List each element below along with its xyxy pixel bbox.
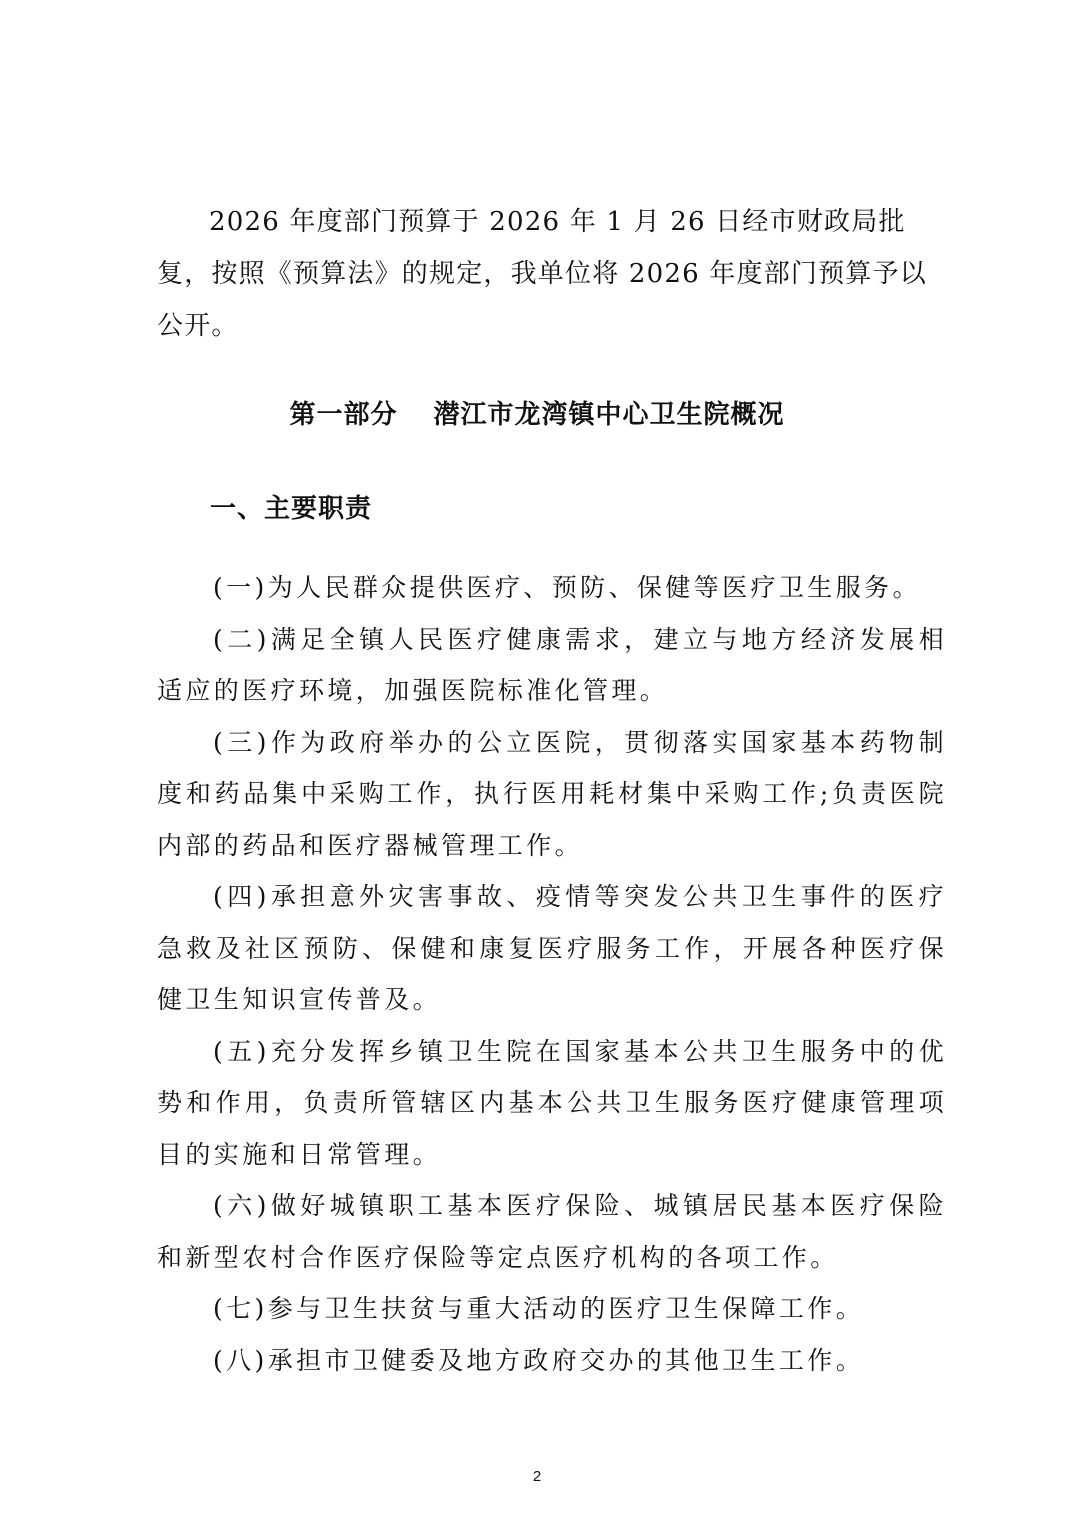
duty-item-5: (五)充分发挥乡镇卫生院在国家基本公共卫生服务中的优势和作用，负责所管辖区内基本公共卫生服务医疗健康管理项目的实施和日常管理。 [157, 1036, 947, 1169]
intro-paragraph: 2026 年度部门预算于 2026 年 1 月 26 日经市财政局批复，按照《预算法》的规定，我单位将 2026 年度部门预算予以公开。 [157, 207, 927, 341]
duty-item-8: (八)承担市卫健委及地方政府交办的其他卫生工作。 [213, 1345, 865, 1375]
duty-item-6: (六)做好城镇职工基本医疗保险、城镇居民基本医疗保险和新型农村合作医疗保险等定点医疗机构的各项工作。 [157, 1191, 947, 1272]
duty-item-7: (七)参与卫生扶贫与重大活动的医疗卫生保障工作。 [213, 1294, 865, 1323]
organization-name: 潜江市龙湾镇中心卫生院概况 [433, 400, 785, 430]
part-title [0, 394, 1074, 431]
duty-item-1: (一)为人民群众提供医疗、预防、保健等医疗卫生服务。 [213, 573, 921, 602]
duty-item-4: (四)承担意外灾害事故、疫情等突发公共卫生事件的医疗急救及社区预防、保健和康复医疗服务工作，开展各种医疗保健卫生知识宣传普及。 [157, 882, 947, 1014]
duty-item-2: (二)满足全镇人民医疗健康需求，建立与地方经济发展相适应的医疗环境，加强医院标准化管理。 [157, 624, 947, 705]
page-number: 2 [532, 1468, 542, 1485]
duties-list [157, 562, 947, 1386]
section-title: 一、主要职责 [210, 494, 373, 524]
duty-item-3: (三)作为政府举办的公立医院，贯彻落实国家基本药物制度和药品集中采购工作，执行医用耗材集中采购工作;负责医院内部的药品和医疗器械管理工作。 [157, 727, 947, 860]
part-label: 第一部分 [289, 400, 398, 430]
